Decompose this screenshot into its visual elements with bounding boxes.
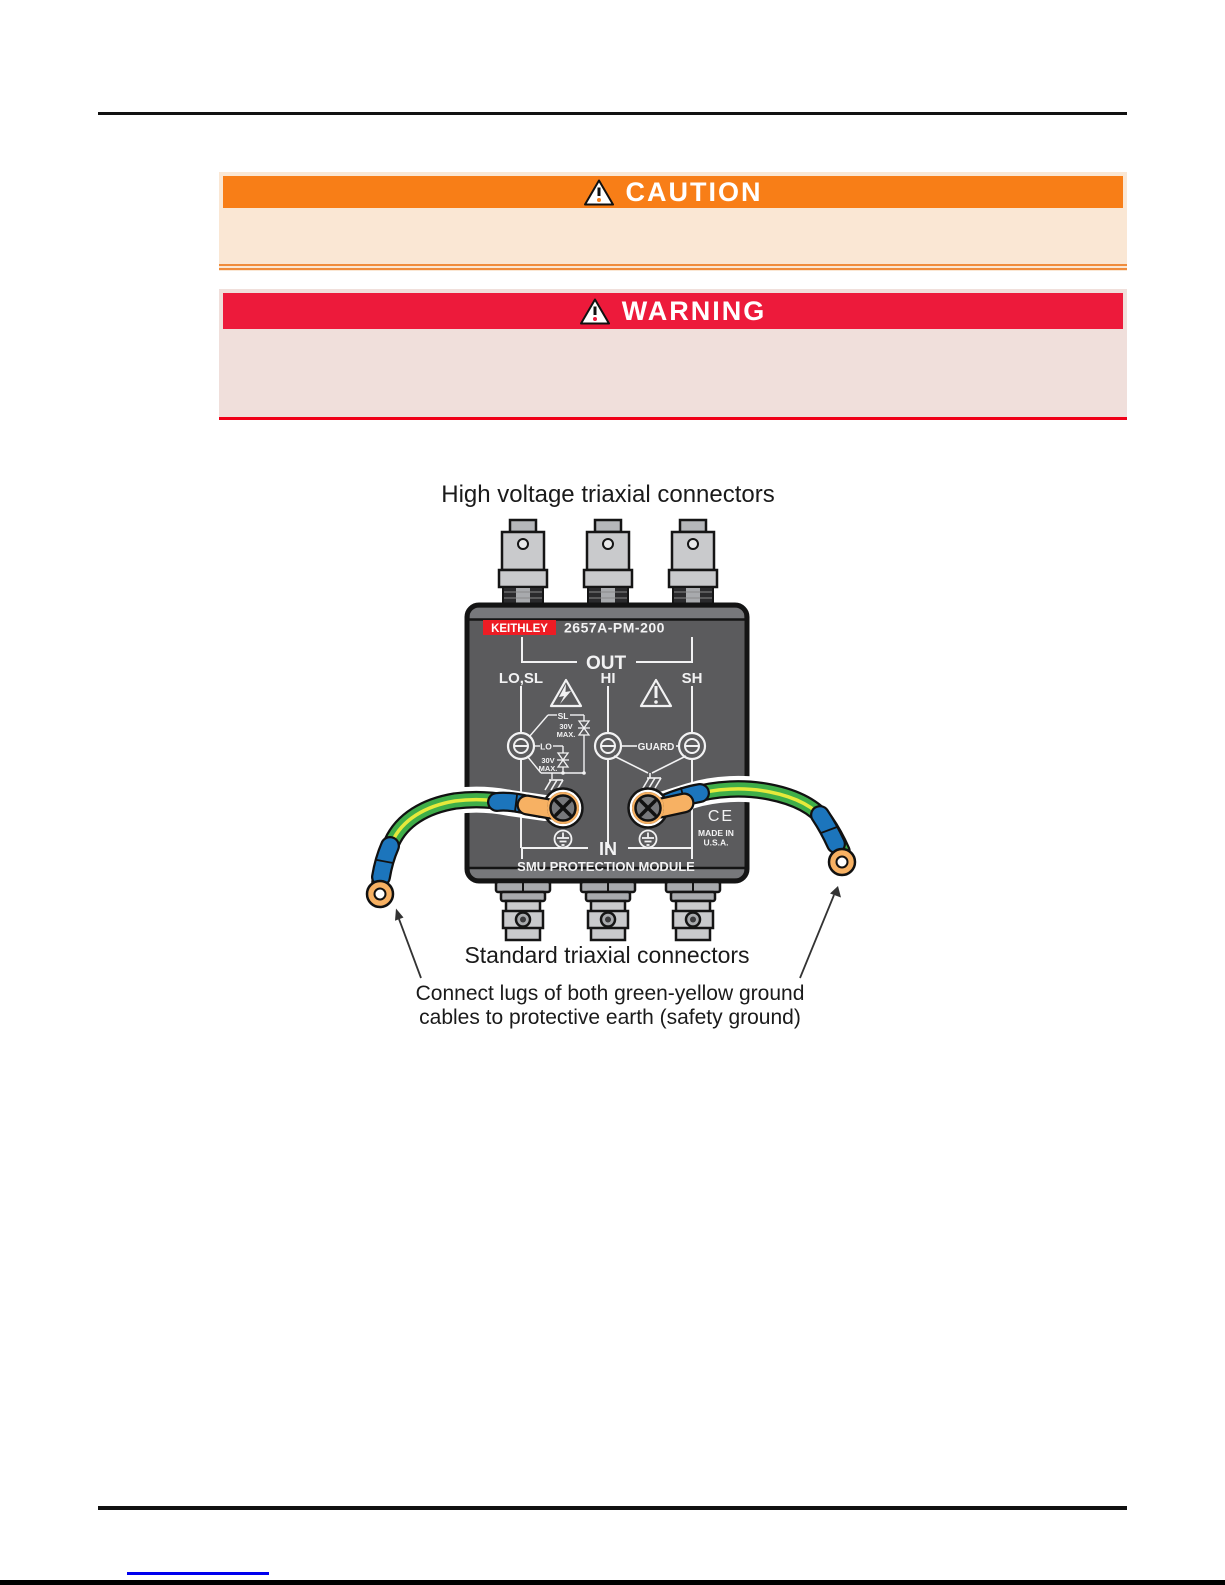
rating-max: MAX. (538, 764, 558, 773)
caption-line-2: cables to protective earth (safety ground) (419, 1006, 801, 1029)
ring-lug (367, 881, 393, 907)
top-triax-connector (499, 520, 547, 604)
top-triax-connector (584, 520, 632, 604)
module-name: SMU PROTECTION MODULE (517, 859, 695, 874)
bottom-triax-connector (496, 882, 550, 940)
made-in-line1: MADE IN (698, 828, 734, 838)
warning-header (223, 293, 1123, 329)
guard-label: GUARD (637, 742, 675, 753)
caution-divider-line-2 (219, 268, 1127, 270)
caution-header (223, 176, 1123, 208)
page-bottom-edge (0, 1580, 1225, 1585)
heat-shrink-sleeve (377, 846, 393, 877)
bottom-rule (98, 1506, 1127, 1510)
in-label: IN (599, 839, 617, 859)
warning-label: WARNING (621, 295, 767, 326)
left-callout-arrow (395, 909, 421, 979)
caution-label: CAUTION (625, 176, 763, 207)
device-illustration (0, 470, 1225, 1040)
model-label: 2657A-PM-200 (564, 619, 665, 636)
rating-30v: 30V (559, 722, 573, 731)
warning-banner (219, 289, 1127, 420)
right-callout-arrow (800, 886, 841, 978)
made-in-line2: U.S.A. (703, 837, 729, 848)
lo-sl-label: LO,SL (498, 670, 544, 687)
ce-mark: CE (707, 808, 735, 825)
keithley-logo (483, 620, 556, 635)
rating-30v: 30V (541, 756, 555, 765)
brand-label: KEITHLEY (491, 623, 548, 635)
sl-label: SL (557, 711, 569, 721)
caution-banner (219, 172, 1127, 271)
warning-divider-line (219, 417, 1127, 420)
figure-title: High voltage triaxial connectors (441, 481, 775, 508)
top-triax-connector (669, 520, 717, 604)
sh-label: SH (681, 670, 703, 687)
ring-lug (829, 849, 855, 875)
warning-triangle-icon (584, 179, 614, 206)
bottom-triax-connector (581, 882, 635, 940)
standard-triax-connectors (496, 882, 720, 940)
bottom-triax-connector (666, 882, 720, 940)
rating-max: MAX. (556, 730, 576, 739)
hi-label: HI (600, 670, 616, 687)
out-label: OUT (585, 653, 627, 674)
high-voltage-triax-connectors (499, 520, 717, 604)
caution-divider-line-1 (219, 264, 1127, 266)
warning-triangle-icon (580, 298, 610, 325)
footer-link[interactable] (127, 1572, 269, 1575)
lo-label: LO (540, 741, 552, 752)
top-rule (98, 112, 1127, 115)
standard-connectors-label: Standard triaxial connectors (464, 942, 750, 968)
caption-line-1: Connect lugs of both green-yellow ground (415, 982, 805, 1005)
